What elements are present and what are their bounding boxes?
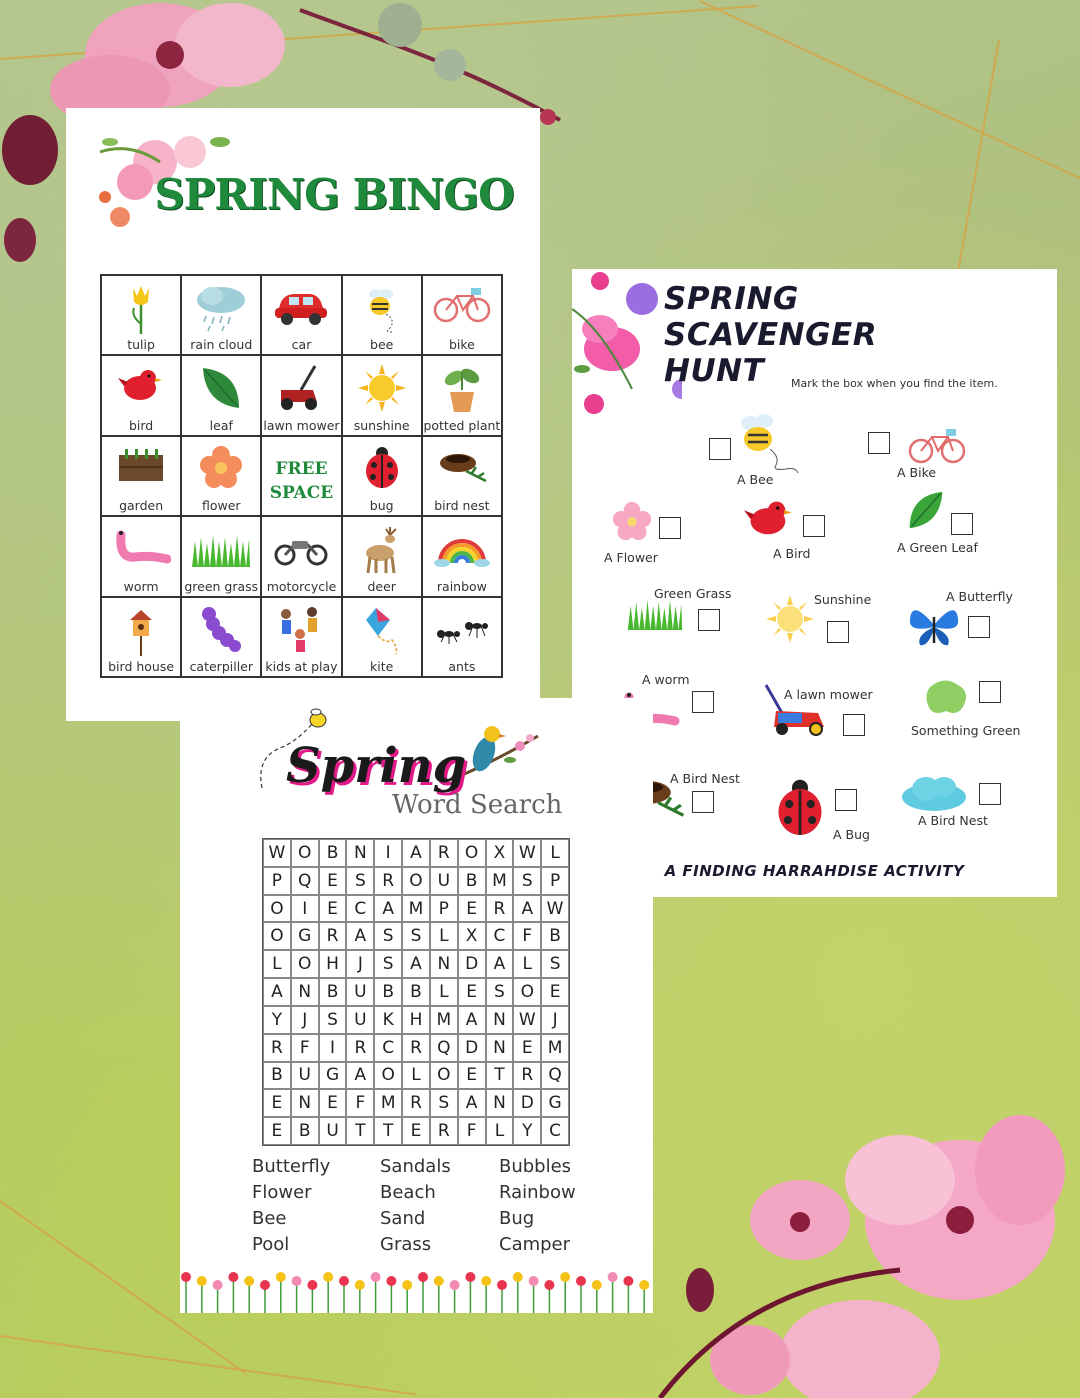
word-search-letter[interactable]: B [402, 978, 430, 1006]
bird-icon [118, 364, 164, 408]
free-space-line1: FREE [275, 458, 328, 479]
word-search-letter[interactable]: P [430, 895, 458, 923]
checkbox-green-leaf[interactable] [951, 513, 973, 535]
bike-icon [906, 425, 968, 465]
word-search-letter[interactable]: O [263, 922, 291, 950]
word-search-letter[interactable]: E [458, 978, 486, 1006]
word-search-letter[interactable]: T [374, 1117, 402, 1145]
bingo-cell-label: lawn mower [263, 417, 340, 433]
word-search-letter[interactable]: W [513, 839, 541, 867]
bingo-cell-label: rain cloud [190, 337, 253, 353]
word-search-letter[interactable]: B [374, 978, 402, 1006]
bingo-cell-label: bird nest [434, 498, 490, 514]
word-search-letter[interactable]: A [263, 978, 291, 1006]
word-search-letter[interactable]: I [374, 839, 402, 867]
word-search-letter[interactable]: O [291, 839, 319, 867]
bingo-cell-label: tulip [127, 337, 155, 353]
green-blob-icon [924, 677, 970, 717]
word-search-letter[interactable]: C [541, 1117, 569, 1145]
bingo-cell-ants [422, 597, 502, 677]
bingo-cell-kids-at-play [261, 597, 341, 677]
word-search-letter[interactable]: B [291, 1117, 319, 1145]
bingo-cell-car [261, 275, 341, 355]
word-list-item: Bee [252, 1208, 287, 1229]
free-space-label [262, 457, 340, 505]
free-space-line2: SPACE [269, 482, 334, 503]
leaf-icon [199, 364, 243, 412]
word-search-letter[interactable]: K [374, 1006, 402, 1034]
word-search-letter[interactable]: E [319, 867, 347, 895]
checkbox-something-green[interactable] [979, 681, 1001, 703]
word-search-letter[interactable]: X [458, 922, 486, 950]
spring-bingo-card [66, 108, 540, 721]
word-list-item: Beach [380, 1182, 436, 1203]
garden-icon [117, 445, 165, 485]
word-list-item: Bug [499, 1208, 535, 1229]
spring-word-search-card [180, 698, 653, 1313]
word-search-letter[interactable]: F [513, 922, 541, 950]
bingo-cell-worm [101, 516, 181, 596]
bee-icon [362, 284, 402, 334]
word-search-letter[interactable]: S [513, 867, 541, 895]
word-search-letter[interactable]: R [402, 1089, 430, 1117]
bingo-cell-label: kite [370, 659, 394, 674]
bingo-cell-tulip [101, 275, 181, 355]
word-search-letter[interactable]: N [430, 950, 458, 978]
word-search-letter[interactable]: O [291, 950, 319, 978]
bingo-cell-label: ants [448, 659, 476, 674]
word-search-letter[interactable]: T [486, 1062, 514, 1090]
bingo-cell-label: kids at play [265, 659, 338, 674]
word-search-letter[interactable]: N [291, 1089, 319, 1117]
sun-icon [766, 595, 814, 643]
word-search-letter[interactable]: A [346, 922, 374, 950]
word-search-letter[interactable]: B [541, 922, 569, 950]
bingo-cell-label: worm [123, 578, 159, 594]
bird-icon [744, 495, 794, 543]
car-icon [273, 284, 329, 330]
ladybug-icon [362, 445, 402, 491]
word-search-letter[interactable]: I [319, 1034, 347, 1062]
word-search-letter[interactable]: S [374, 922, 402, 950]
word-search-letter[interactable]: A [486, 950, 514, 978]
word-search-letter[interactable]: R [402, 1034, 430, 1062]
bingo-cell-label: motorcycle [266, 578, 337, 594]
word-search-letter[interactable]: O [430, 1062, 458, 1090]
bingo-cell-potted-plant [422, 355, 502, 435]
cherry-blossom-decoration-bottom [600, 1100, 1080, 1398]
word-search-letter[interactable]: R [319, 922, 347, 950]
word-search-letter[interactable]: H [402, 1006, 430, 1034]
word-search-letter[interactable]: E [402, 1117, 430, 1145]
checkbox-butterfly[interactable] [968, 616, 990, 638]
flower-border-decoration [180, 1263, 653, 1313]
worm-icon [111, 525, 171, 569]
word-search-letter[interactable]: M [402, 895, 430, 923]
bingo-cell-bug [342, 436, 422, 516]
bingo-cell-label: bike [448, 337, 475, 353]
word-search-letter[interactable]: S [374, 950, 402, 978]
bingo-cell-label: leaf [209, 417, 233, 433]
word-search-letter[interactable]: S [486, 978, 514, 1006]
word-search-letter[interactable]: Q [291, 867, 319, 895]
word-list [252, 1156, 612, 1256]
word-search-letter[interactable]: H [319, 950, 347, 978]
word-search-letter[interactable]: S [346, 867, 374, 895]
word-search-letter[interactable]: W [541, 895, 569, 923]
word-search-letter[interactable]: L [430, 978, 458, 1006]
scavenger-title-line2: SCAVENGER [664, 317, 878, 353]
checkbox-sunshine[interactable] [827, 621, 849, 643]
ladybug-icon [772, 777, 828, 839]
word-search-letter[interactable]: L [263, 950, 291, 978]
word-search-letter[interactable]: P [263, 867, 291, 895]
checkbox-bee[interactable] [709, 438, 731, 460]
word-search-letter[interactable]: U [291, 1062, 319, 1090]
item-label-green-leaf: A Green Leaf [897, 540, 978, 555]
word-search-letter[interactable]: M [374, 1089, 402, 1117]
checkbox-bird[interactable] [803, 515, 825, 537]
word-search-letter[interactable]: O [263, 895, 291, 923]
scavenger-title [664, 281, 877, 389]
word-search-letter[interactable]: R [430, 839, 458, 867]
word-search-letter[interactable]: F [291, 1034, 319, 1062]
word-search-grid [262, 838, 570, 1146]
word-search-letter[interactable]: Q [541, 1062, 569, 1090]
checkbox-bird-nest[interactable] [692, 791, 714, 813]
word-search-letter[interactable]: N [291, 978, 319, 1006]
word-search-letter[interactable]: Q [430, 1034, 458, 1062]
bingo-title: SPRING BINGO [154, 170, 514, 219]
lawn-mower-icon [762, 683, 834, 739]
checkbox-green-grass[interactable] [698, 609, 720, 631]
word-search-letter[interactable]: J [346, 950, 374, 978]
bingo-cell-deer [342, 516, 422, 596]
butterfly-icon [906, 599, 962, 651]
word-search-letter[interactable]: D [513, 1089, 541, 1117]
word-search-letter[interactable]: L [486, 1117, 514, 1145]
checkbox-bug[interactable] [835, 789, 857, 811]
bingo-cell-label: bug [369, 498, 394, 514]
word-search-letter[interactable]: U [319, 1117, 347, 1145]
word-list-item: Sandals [380, 1156, 451, 1177]
bingo-cell-lawn-mower [261, 355, 341, 435]
item-label-green-grass: Green Grass [654, 586, 732, 601]
grass-icon [620, 600, 690, 630]
bingo-cell-label: potted plant [423, 417, 501, 433]
word-list-item: Camper [499, 1234, 571, 1255]
word-search-letter[interactable]: D [458, 1034, 486, 1062]
item-label-something-green: Something Green [911, 723, 1021, 738]
tulip-icon [126, 284, 156, 336]
bingo-cell-label: sunshine [353, 417, 410, 433]
word-list-item: Grass [380, 1234, 432, 1255]
word-search-letter[interactable]: B [263, 1062, 291, 1090]
bingo-cell-label: garden [119, 498, 164, 514]
bingo-cell-motorcycle [261, 516, 341, 596]
word-search-letter[interactable]: O [513, 978, 541, 1006]
bingo-cell-rain-cloud [181, 275, 261, 355]
word-search-letter[interactable]: E [541, 978, 569, 1006]
bee-icon [736, 411, 802, 475]
deer-icon [360, 525, 404, 575]
motorcycle-icon [274, 533, 328, 567]
bingo-cell-kite [342, 597, 422, 677]
word-search-letter[interactable]: L [541, 839, 569, 867]
word-search-letter[interactable]: A [402, 950, 430, 978]
bingo-cell-free-space [261, 436, 341, 516]
bingo-cell-bird [101, 355, 181, 435]
item-label-worm: A worm [642, 672, 690, 687]
checkbox-bird-nest-2[interactable] [979, 783, 1001, 805]
item-label-lawn-mower: A lawn mower [784, 687, 873, 702]
kite-icon [362, 606, 402, 656]
bingo-cell-label: green grass [184, 578, 259, 594]
word-search-letter[interactable]: A [402, 839, 430, 867]
word-search-letter[interactable]: T [346, 1117, 374, 1145]
bingo-cell-bird-nest [422, 436, 502, 516]
word-search-letter[interactable]: J [541, 1006, 569, 1034]
word-search-letter[interactable]: N [486, 1089, 514, 1117]
grass-icon [192, 535, 250, 567]
flower-icon [612, 501, 652, 541]
checkbox-bike[interactable] [868, 432, 890, 454]
word-search-letter[interactable]: L [402, 1062, 430, 1090]
bingo-cell-label: bee [370, 337, 394, 353]
word-search-letter[interactable]: R [374, 867, 402, 895]
word-search-letter[interactable]: F [458, 1117, 486, 1145]
word-search-letter[interactable]: E [513, 1034, 541, 1062]
word-search-letter[interactable]: U [346, 1006, 374, 1034]
scavenger-title-line1: SPRING [664, 281, 799, 317]
word-search-letter[interactable]: R [263, 1034, 291, 1062]
bingo-cell-green-grass [181, 516, 261, 596]
item-label-bike: A Bike [897, 465, 937, 480]
bingo-cell-label: deer [367, 578, 396, 594]
rain-cloud-icon [194, 284, 248, 334]
bingo-cell-bee [342, 275, 422, 355]
word-search-letter[interactable]: A [458, 1006, 486, 1034]
word-search-letter[interactable]: E [458, 1062, 486, 1090]
scavenger-instruction: Mark the box when you find the item. [791, 377, 998, 390]
word-search-letter[interactable]: G [319, 1062, 347, 1090]
bingo-cell-caterpiller [181, 597, 261, 677]
scavenger-title-line3: HUNT [664, 353, 765, 389]
word-search-letter[interactable]: G [291, 922, 319, 950]
item-label-sunshine: Sunshine [814, 592, 872, 607]
bird-nest-icon [436, 445, 488, 485]
word-search-letter[interactable]: J [291, 1006, 319, 1034]
word-search-letter[interactable]: A [458, 1089, 486, 1117]
ants-icon [433, 612, 491, 652]
lawn-mower-icon [277, 364, 325, 412]
word-search-letter[interactable]: I [291, 895, 319, 923]
word-search-subtitle: Word Search [392, 790, 563, 820]
item-label-bee: A Bee [737, 472, 774, 487]
item-label-bird: A Bird [773, 546, 811, 561]
word-list-item: Sand [380, 1208, 426, 1229]
word-search-letter[interactable]: A [374, 895, 402, 923]
word-search-letter[interactable]: M [430, 1006, 458, 1034]
word-search-letter[interactable]: Y [513, 1117, 541, 1145]
bingo-cell-bird-house [101, 597, 181, 677]
word-search-letter[interactable]: A [346, 1062, 374, 1090]
word-search-title: Spring [286, 738, 467, 794]
bike-icon [433, 284, 491, 324]
word-search-letter[interactable]: O [374, 1062, 402, 1090]
word-search-letter[interactable]: G [541, 1089, 569, 1117]
word-search-letter[interactable]: M [486, 867, 514, 895]
word-search-letter[interactable]: D [458, 950, 486, 978]
word-search-letter[interactable]: Y [263, 1006, 291, 1034]
checkbox-worm[interactable] [692, 691, 714, 713]
bingo-cell-label: bird [128, 417, 154, 433]
leaf-icon [906, 487, 946, 533]
word-search-letter[interactable]: E [458, 895, 486, 923]
word-search-letter[interactable]: C [374, 1034, 402, 1062]
item-label-bird-nest: A Bird Nest [670, 771, 740, 786]
word-search-letter[interactable]: S [319, 1006, 347, 1034]
word-search-letter[interactable]: R [346, 1034, 374, 1062]
word-search-letter[interactable]: B [319, 978, 347, 1006]
word-search-letter[interactable]: N [486, 1034, 514, 1062]
item-label-cloud: A Bird Nest [918, 813, 988, 828]
word-search-letter[interactable]: S [430, 1089, 458, 1117]
word-search-letter[interactable]: U [346, 978, 374, 1006]
kids-playing-icon [274, 606, 328, 654]
bingo-cell-flower [181, 436, 261, 516]
word-search-letter[interactable]: E [319, 895, 347, 923]
bingo-cell-garden [101, 436, 181, 516]
bingo-cell-rainbow [422, 516, 502, 596]
word-search-letter[interactable]: S [541, 950, 569, 978]
word-list-item: Bubbles [499, 1156, 572, 1177]
checkbox-flower[interactable] [659, 517, 681, 539]
bingo-cell-label: flower [202, 498, 241, 514]
word-search-letter[interactable]: X [486, 839, 514, 867]
word-search-letter[interactable]: E [263, 1117, 291, 1145]
item-label-butterfly: A Butterfly [946, 589, 1013, 604]
word-search-letter[interactable]: O [402, 867, 430, 895]
word-search-letter[interactable]: U [430, 867, 458, 895]
word-search-letter[interactable]: L [430, 922, 458, 950]
word-search-letter[interactable]: B [458, 867, 486, 895]
word-search-letter[interactable]: P [541, 867, 569, 895]
word-search-letter[interactable]: O [458, 839, 486, 867]
word-search-letter[interactable]: E [319, 1089, 347, 1117]
word-search-letter[interactable]: N [486, 1006, 514, 1034]
cloud-icon [898, 773, 968, 813]
item-label-bug: A Bug [833, 827, 870, 842]
word-search-letter[interactable]: L [513, 950, 541, 978]
rainbow-icon [434, 531, 490, 567]
word-search-letter[interactable]: W [263, 839, 291, 867]
bingo-cell-leaf [181, 355, 261, 435]
bingo-cell-label: bird house [108, 659, 175, 674]
bingo-cell-label: caterpiller [189, 659, 254, 674]
word-list-item: Pool [252, 1234, 290, 1255]
word-search-letter[interactable]: C [486, 922, 514, 950]
word-search-letter[interactable]: M [541, 1034, 569, 1062]
word-search-letter[interactable]: R [486, 895, 514, 923]
word-search-letter[interactable]: A [513, 895, 541, 923]
bird-house-icon [126, 606, 156, 656]
word-search-letter[interactable]: S [402, 922, 430, 950]
flower-icon [199, 445, 243, 489]
word-search-letter[interactable]: B [319, 839, 347, 867]
bingo-cell-label: car [291, 337, 312, 353]
sun-icon [358, 364, 406, 412]
word-list-item: Flower [252, 1182, 312, 1203]
word-search-letter[interactable]: C [346, 895, 374, 923]
bingo-grid [100, 274, 503, 678]
caterpillar-icon [199, 606, 243, 654]
potted-plant-icon [442, 364, 482, 414]
scavenger-footer: A FINDING HARRAHDISE ACTIVITY [664, 862, 965, 880]
word-search-letter[interactable]: N [346, 839, 374, 867]
word-search-letter[interactable]: E [263, 1089, 291, 1117]
item-label-flower: A Flower [604, 550, 658, 565]
word-search-letter[interactable]: W [513, 1006, 541, 1034]
bingo-cell-bike [422, 275, 502, 355]
word-list-item: Butterfly [252, 1156, 331, 1177]
checkbox-lawn-mower[interactable] [843, 714, 865, 736]
word-search-letter[interactable]: R [513, 1062, 541, 1090]
word-search-letter[interactable]: F [346, 1089, 374, 1117]
bingo-cell-sunshine [342, 355, 422, 435]
word-list-item: Rainbow [499, 1182, 576, 1203]
bingo-cell-label: rainbow [436, 578, 487, 594]
word-search-letter[interactable]: R [430, 1117, 458, 1145]
